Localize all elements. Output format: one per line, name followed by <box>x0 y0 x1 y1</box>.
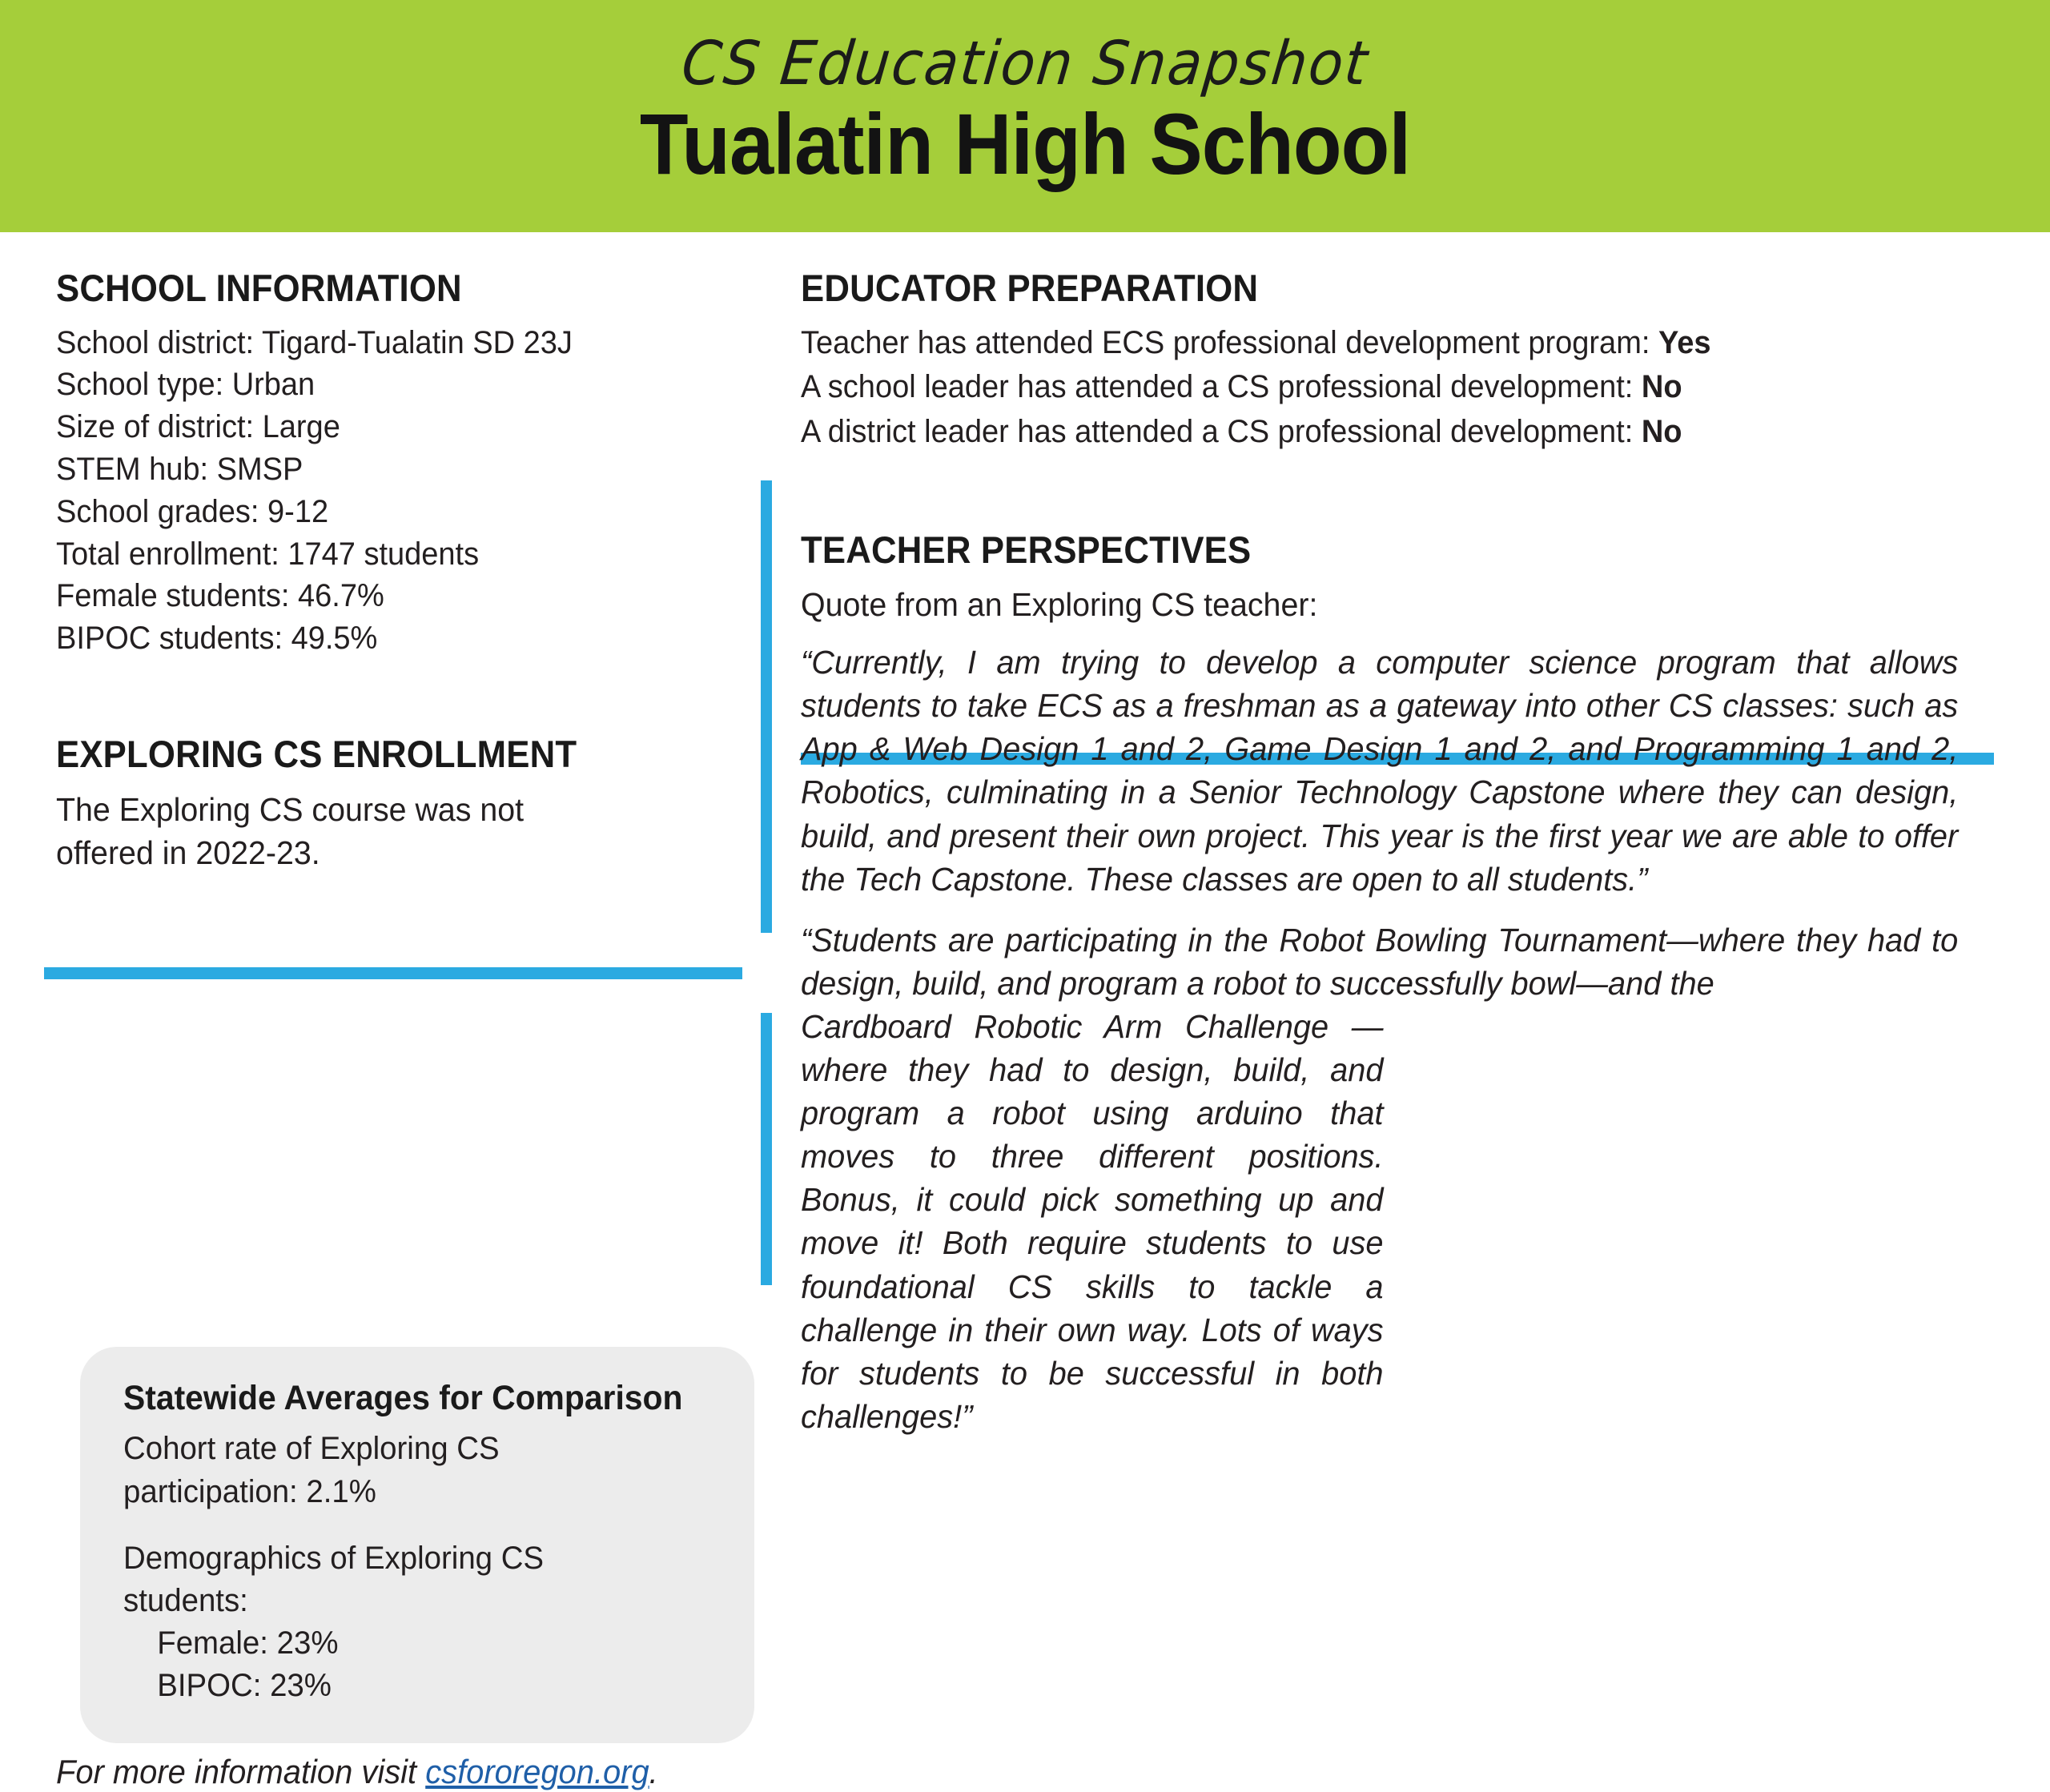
accent-bar-educator-preparation <box>761 480 772 933</box>
csfororegon-link[interactable]: csfororegon.org <box>425 1753 649 1790</box>
left-column <box>56 267 761 875</box>
teacher-perspectives-heading: TEACHER PERSPECTIVES <box>801 528 1252 572</box>
info-line-enrollment: Total enrollment: 1747 students <box>56 536 480 572</box>
info-line-size: Size of district: Large <box>56 409 340 445</box>
prep-line-school-leader <box>801 366 1942 408</box>
teacher-quote-2-wide: “Students are participating in the Robot Bowling Tournament—where they had to design, build, and program a robot to successfully bowl—and the <box>801 921 1959 1002</box>
info-line-grades: School grades: 9-12 <box>56 493 329 529</box>
accent-bar-teacher-perspectives <box>761 1013 772 1285</box>
school-information-heading: SCHOOL INFORMATION <box>56 267 462 309</box>
page-title: Tualatin High School <box>639 95 1411 192</box>
right-column-spacer <box>801 456 2002 529</box>
panel-spacer <box>123 1513 711 1537</box>
footer-suffix: . <box>649 1753 658 1790</box>
exploring-cs-enrollment-heading: EXPLORING CS ENROLLMENT <box>56 733 577 776</box>
info-line-type: School type: Urban <box>56 367 316 403</box>
prep-label-school-leader: A school leader has attended a CS professional development: <box>801 369 1642 405</box>
header-eyebrow: CS Education Snapshot <box>677 27 1373 99</box>
prep-value-school-leader: No <box>1641 369 1682 405</box>
info-line-female: Female students: 46.7% <box>56 578 384 614</box>
cohort-rate-line-1: Cohort rate of Exploring CS <box>123 1431 500 1467</box>
teacher-quote-2-narrow: Cardboard Robotic Arm Challenge —where they had to design, build, and program a robot using arduino that moves to three different positions. Bonus, it could pick something up and move it! Both require students to use foundational CS skills to tackle a challenge in their own way. Lots of ways for students to be successful in both challenges!” <box>801 1007 1384 1435</box>
educator-preparation-heading: EDUCATOR PREPARATION <box>801 267 1259 309</box>
section-educator-preparation <box>801 267 2002 453</box>
demographics-bipoc: BIPOC: 23% <box>157 1668 332 1704</box>
prep-line-teacher <box>801 322 1942 364</box>
prep-line-district-leader <box>801 411 1942 453</box>
school-information-list <box>56 322 761 660</box>
info-line-bipoc: BIPOC students: 49.5% <box>56 621 378 657</box>
page-body <box>0 232 2050 1790</box>
quote-intro: Quote from an Exploring CS teacher: <box>801 585 1318 623</box>
cohort-rate-line-2: participation: 2.1% <box>123 1473 376 1509</box>
demographics-line-2: students: <box>123 1583 248 1618</box>
right-column <box>801 267 2002 1438</box>
info-line-stem-hub: STEM hub: SMSP <box>56 452 303 488</box>
section-school-information <box>56 267 761 660</box>
statewide-averages-panel <box>80 1347 754 1743</box>
info-line-district: School district: Tigard-Tualatin SD 23J <box>56 324 573 360</box>
demographics-line-1: Demographics of Exploring CS <box>123 1540 545 1576</box>
statewide-averages-title: Statewide Averages for Comparison <box>123 1379 683 1417</box>
teacher-quote-1: “Currently, I am trying to develop a computer science program that allows students to take ECS as a freshman as a gateway into other CS classes: such as App & Web Design 1 and 2, Game Design 1 and 2, and Programming 1 and 2, Robotics, culminating in a Senior Technology Capstone where they can design, build, and present their own project. This year is the first year we are able to offer the Tech Capstone. These classes are open to all students.” <box>801 644 1959 898</box>
footer-prefix: For more information visit <box>56 1753 426 1790</box>
section-exploring-cs-enrollment <box>56 733 761 875</box>
exploring-cs-enrollment-body: The Exploring CS course was not offered in 2022-23. <box>56 790 525 872</box>
prep-value-teacher: Yes <box>1658 324 1711 360</box>
footer-note <box>56 1752 658 1792</box>
prep-label-district-leader: A district leader has attended a CS professional development: <box>801 414 1642 450</box>
prep-label-teacher: Teacher has attended ECS professional development program: <box>801 324 1658 360</box>
demographics-female: Female: 23% <box>157 1625 339 1661</box>
section-teacher-perspectives <box>801 529 2002 1438</box>
divider-left-column <box>44 967 742 979</box>
page-header-banner <box>0 0 2050 232</box>
prep-value-district-leader: No <box>1641 414 1682 450</box>
